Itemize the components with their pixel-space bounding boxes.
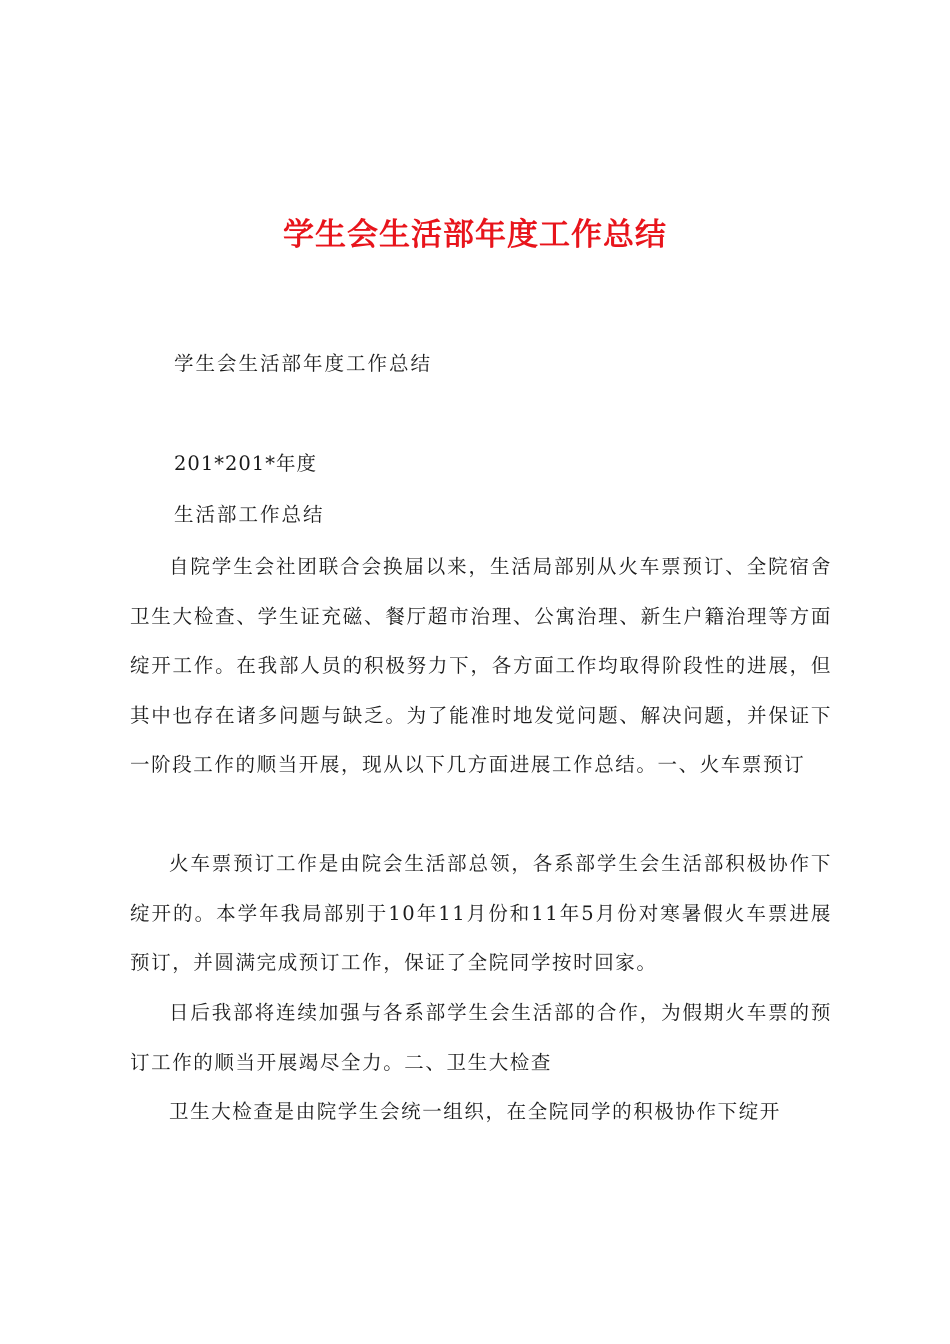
paragraph-intro: 自院学生会社团联合会换届以来，生活局部别从火车票预订、全院宿舍卫生大检查、学生证充磁、餐厅超市治理、公寓治理、新生户籍治理等方面绽开工作。在我部人员的积极努力下，各方面工作均取得阶段性的进展，但其中也存在诸多问题与缺乏。为了能准时地发觉问题、解决问题，并保证下一阶段工作的顺当开展，现从以下几方面进展工作总结。一、火车票预订 xyxy=(130,555,832,777)
document-title: 学生会生活部年度工作总结 xyxy=(283,217,667,253)
section-heading: 生活部工作总结 xyxy=(174,503,325,526)
paragraph-train-tickets: 火车票预订工作是由院会生活部总领，各系部学生会生活部积极协作下绽开的。本学年我局部别于10年11月份和11年5月份对寒暑假火车票进展预订，并圆满完成预订工作，保证了全院同学按时回家。 xyxy=(130,852,832,975)
paragraph-future-cooperation: 日后我部将连续加强与各系部学生会生活部的合作，为假期火车票的预订工作的顺当开展竭尽全力。二、卫生大检查 xyxy=(130,1001,832,1074)
document-subtitle: 学生会生活部年度工作总结 xyxy=(174,352,433,375)
paragraph-hygiene-inspection: 卫生大检查是由院学生会统一组织，在全院同学的积极协作下绽开 xyxy=(169,1100,781,1123)
year-label: 201*201*年度 xyxy=(174,452,317,475)
